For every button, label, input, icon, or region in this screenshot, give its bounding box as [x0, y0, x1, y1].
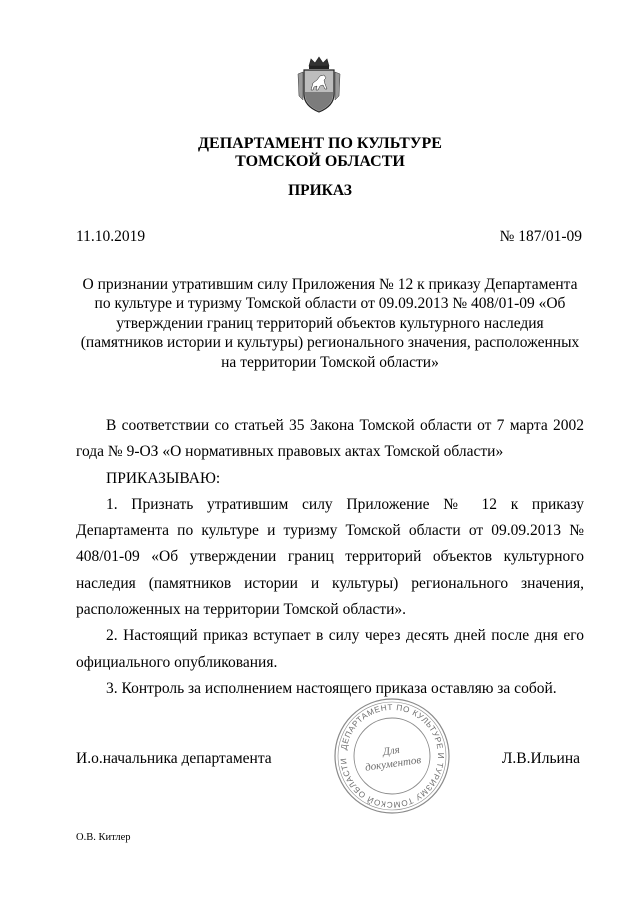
- coat-of-arms-emblem: [296, 56, 342, 114]
- order-item-2: 2. Настоящий приказ вступает в силу через десять дней после дня его официального опубликования.: [76, 627, 584, 671]
- directive-paragraph: ПРИКАЗЫВАЮ:: [106, 469, 221, 487]
- executor-name: О.В. Китлер: [76, 832, 131, 843]
- document-body: [76, 413, 584, 702]
- official-stamp: [332, 696, 452, 816]
- stamp-center-line2: документов: [364, 754, 422, 774]
- signatory-title: И.о.начальника департамента: [76, 750, 272, 767]
- stamp-center-line1: Для: [382, 743, 401, 759]
- signatory-name: Л.В.Ильина: [501, 750, 580, 767]
- stamp-ring-text: ДЕПАРТАМЕНТ ПО КУЛЬТУРЕ И ТУРИЗМУ ТОМСКОЙ ОБЛАСТИ: [338, 702, 446, 810]
- preamble-paragraph: В соответствии со статьей 35 Закона Томской области от 7 марта 2002 года № 9-ОЗ «О нормативных правовых актах Томской области»: [76, 417, 584, 461]
- document-date: 11.10.2019: [76, 228, 146, 245]
- order-item-3: 3. Контроль за исполнением настоящего приказа оставляю за собой.: [106, 679, 557, 697]
- order-item-1: 1. Признать утратившим силу Приложение № 12 к приказу Департамента по культуре и туризму Томской области от 09.09.2013 № 408/01-09 «Об утверждении границ территорий объектов культурного наследия (памятников истории и культуры) регионального значения, расположенных на территории Томской области».: [76, 495, 584, 619]
- organization-name-line1: ДЕПАРТАМЕНТ ПО КУЛЬТУРЕ: [198, 135, 442, 152]
- organization-name-line2: ТОМСКОЙ ОБЛАСТИ: [235, 153, 405, 170]
- document-subject: О признании утратившим силу Приложения № 12 к приказу Департамента по культуре и туризму Томской области от 09.09.2013 № 408/01-09 «Об утверждении границ территорий объектов культурного наследия (памятников истории и культуры) регионального значения, расположенных на территории Томской области»: [80, 276, 580, 371]
- document-number: № 187/01-09: [499, 228, 582, 245]
- document-type: ПРИКАЗ: [288, 182, 352, 199]
